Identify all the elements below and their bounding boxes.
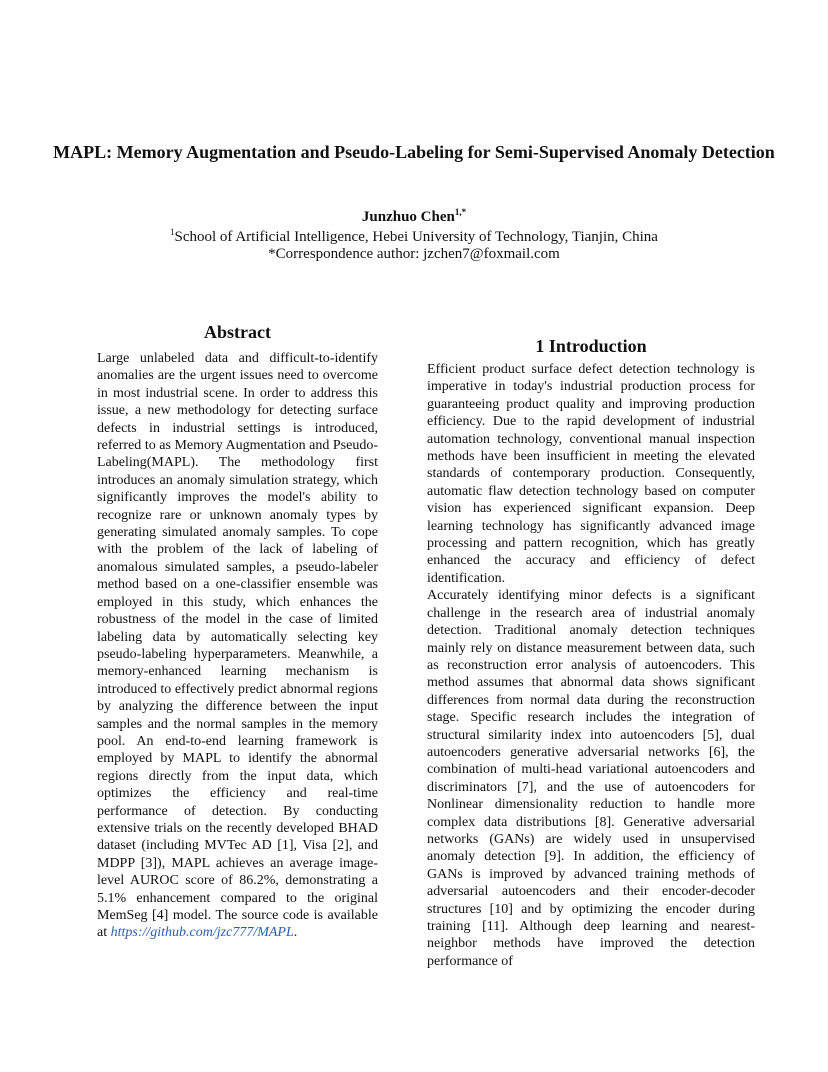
- abstract-body: [97, 350, 378, 942]
- introduction-heading: 1 Introduction: [535, 336, 647, 356]
- author-line: [0, 208, 828, 226]
- abstract-heading: Abstract: [204, 322, 271, 342]
- abstract-text: Large unlabeled data and difficult-to-identify anomalies are the urgent issues need to overcome in most industrial scene. In order to address this issue, a new methodology for detecting surface defects in industrial settings is introduced, referred to as Memory Augmentation and Pseudo-Labeling(MAPL). The methodology first introduces an anomaly simulation strategy, which significantly improves the model's ability to recognize rare or unknown anomaly types by generating simulated anomaly samples. To cope with the problem of the lack of labeling of anomalous simulated samples, a pseudo-labeler method based on a one-classifier ensemble was employed in this study, which enhances the robustness of the model in the case of limited labeling data by automatically selecting key pseudo-labeling hyperparameters. Meanwhile, a memory-enhanced learning mechanism is introduced to effectively predict abnormal regions by analyzing the difference between the input samples and the normal samples in the memory pool. An end-to-end learning framework is employed by MAPL to identify the abnormal regions directly from the input data, which optimizes the efficiency and real-time performance of detection. By conducting extensive trials on the recently developed BHAD dataset (including MVTec AD [1], Visa [2], and MDPP [3]), MAPL achieves an average image-level AUROC score of 86.2%, demonstrating a 5.1% enhancement compared to the original MemSeg [4] model. The source code is available at: [97, 351, 378, 941]
- author-marks: 1,*: [454, 207, 467, 217]
- introduction-paragraph: Efficient product surface defect detection technology is imperative in today's industrial production process for guaranteeing product quality and improving production efficiency. Due to the rapid development of industrial automation technology, conventional manual inspection methods have been insufficient in meeting the elevated standards of contemporary production. Consequently, automatic flaw detection technology based on computer vision has experienced significant expansion. Deep learning technology has significantly advanced image processing and pattern recognition, which has greatly enhanced the accuracy and efficiency of defect identification.: [427, 362, 755, 586]
- source-code-link[interactable]: https://github.com/jzc777/MAPL: [110, 925, 294, 941]
- affiliation-mark: 1: [170, 227, 175, 237]
- correspondence-line: *Correspondence author: jzchen7@foxmail.com: [268, 246, 560, 262]
- abstract-link-suffix: .: [293, 925, 298, 941]
- author-name: Junzhuo Chen: [361, 209, 455, 225]
- affiliation-line: [0, 228, 828, 246]
- introduction-paragraph: Accurately identifying minor defects is a significant challenge in the research area of industrial anomaly detection. Traditional anomaly detection techniques mainly rely on distance measurement between data, such as reconstruction error analysis of autoencoders. This method assumes that abnormal data shows significant differences from normal data during the reconstruction stage. Specific research includes the integration of structural similarity index into autoencoders [5], dual autoencoders generative adversarial networks [6], the combination of multi-head variational autoencoders and discriminators [7], and the use of autoencoders for Nonlinear dimensionality reduction to handle more complex data distributions [8]. Generative adversarial networks (GANs) are widely used in unsupervised anomaly detection [9]. In addition, the efficiency of GANs is improved by advanced training methods of adversarial autoencoders and their encoder-decoder structures [10] and by optimizing the encoder during training [11]. Although deep learning and nearest-neighbor methods have improved the detection performance of: [427, 588, 755, 969]
- introduction-body: [427, 361, 755, 970]
- paper-title: MAPL: Memory Augmentation and Pseudo-Labeling for Semi-Supervised Anomaly Detection: [53, 142, 775, 162]
- affiliation-text: School of Artificial Intelligence, Hebei University of Technology, Tianjin, China: [174, 229, 658, 245]
